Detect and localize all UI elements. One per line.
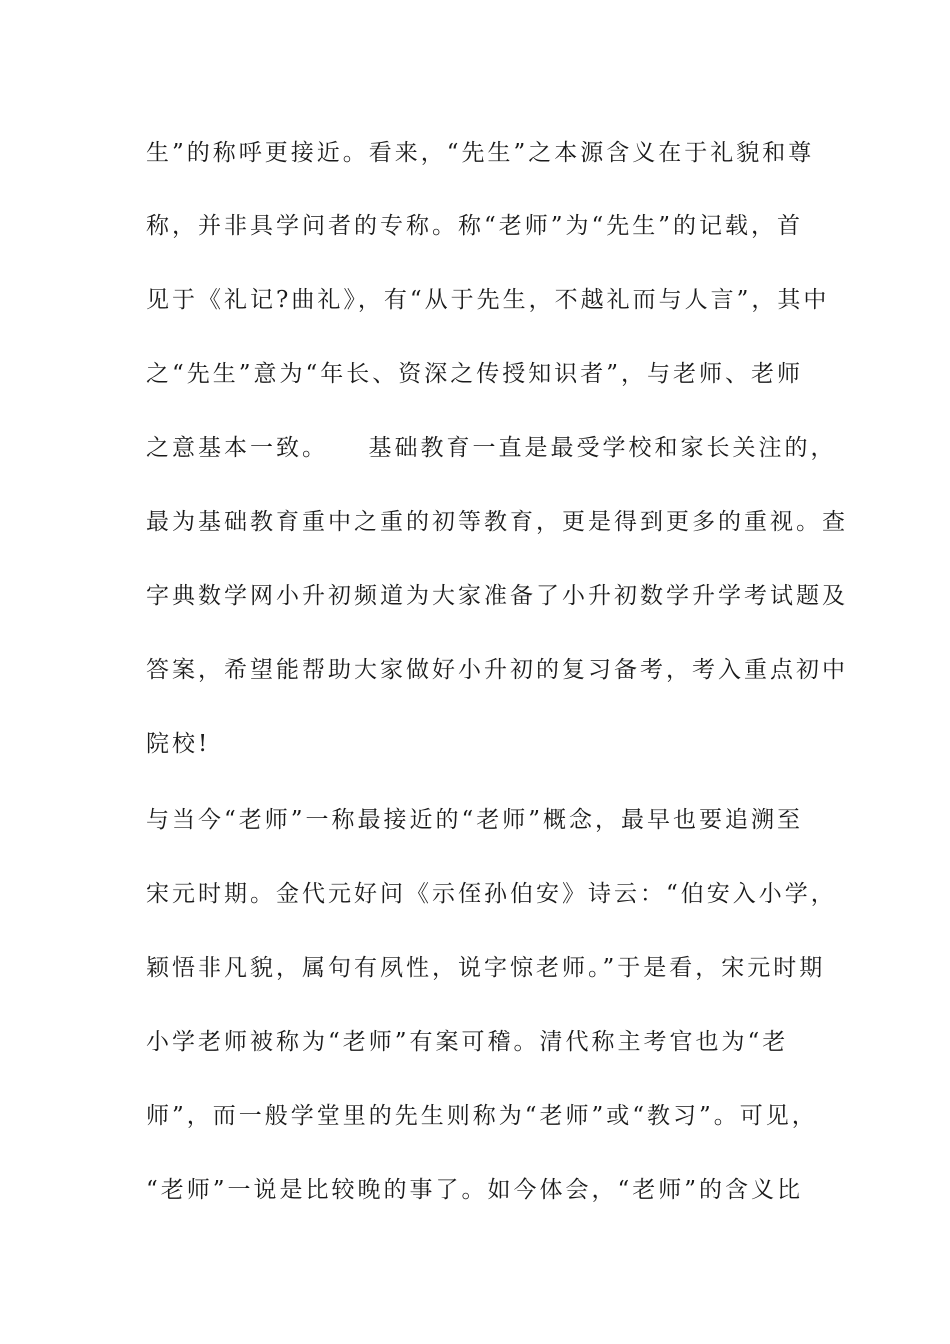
text-line: 之意基本一致。 基础教育一直是最受学校和家长关注的， (146, 435, 837, 461)
text-line: 生”的称呼更接近。看来，“先生”之本源含义在于礼貌和尊 (146, 140, 815, 166)
text-line: 称，并非具学问者的专称。称“老师”为“先生”的记载，首 (146, 213, 804, 239)
text-line: 院校! (146, 731, 211, 757)
text-line: 之“先生”意为“年长、资深之传授知识者”，与老师、老师 (146, 361, 804, 387)
text-line: 师”，而一般学堂里的先生则称为“老师”或“教习”。可见， (146, 1103, 818, 1129)
text-line: 与当今“老师”一称最接近的“老师”概念，最早也要追溯至 (146, 807, 804, 833)
text-line: 最为基础教育重中之重的初等教育，更是得到更多的重视。查 (146, 509, 848, 535)
text-line: 答案，希望能帮助大家做好小升初的复习备考，考入重点初中 (146, 657, 848, 683)
text-line: 见于《礼记?曲礼》，有“从于先生，不越礼而与人言”，其中 (146, 287, 830, 313)
text-line: 颖悟非凡貌，属句有夙性，说字惊老师。”于是看，宋元时期 (146, 955, 826, 981)
text-line: 宋元时期。金代元好问《示侄孙伯安》诗云：“伯安入小学， (146, 881, 837, 907)
text-line: “老师”一说是比较晚的事了。如今体会，“老师”的含义比 (146, 1177, 804, 1203)
text-line: 字典数学网小升初频道为大家准备了小升初数学升学考试题及 (146, 583, 848, 609)
text-line: 小学老师被称为“老师”有案可稽。清代称主考官也为“老 (146, 1029, 789, 1055)
